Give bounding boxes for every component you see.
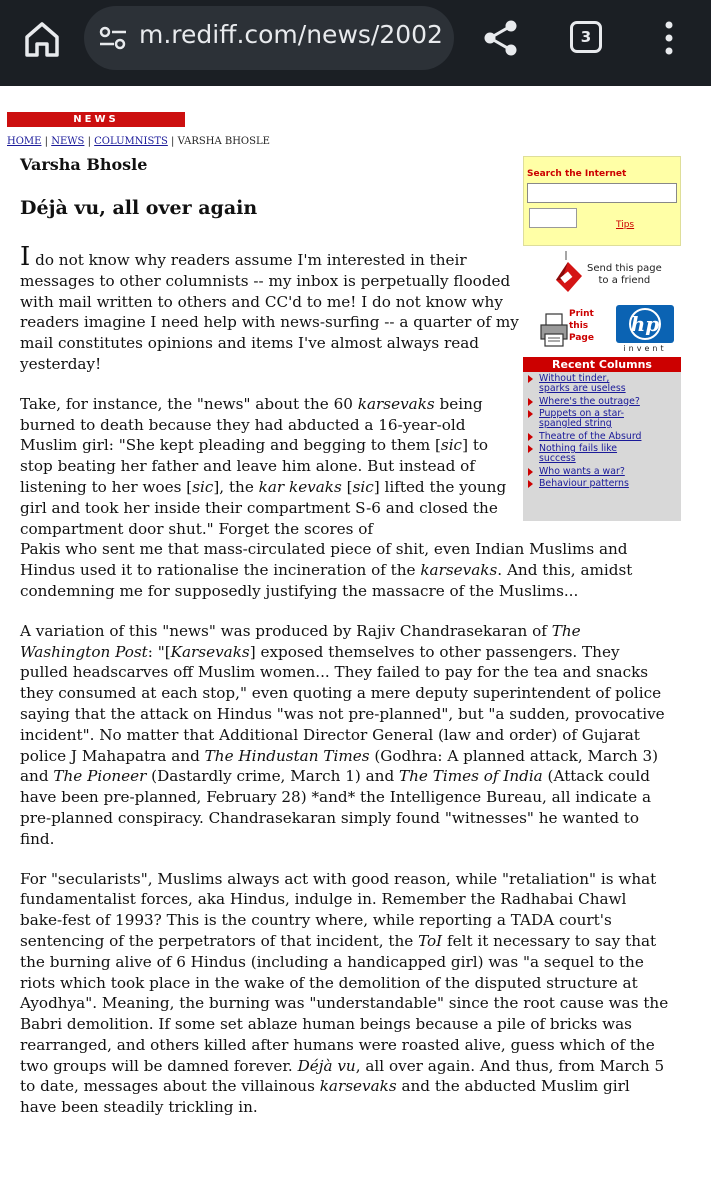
section-banner: NEWS xyxy=(7,112,185,127)
more-menu-icon[interactable] xyxy=(664,20,674,56)
list-item[interactable]: Theatre of the Absurd xyxy=(523,432,681,442)
recent-columns-title: Recent Columns xyxy=(523,357,681,372)
hp-logo-icon xyxy=(616,305,674,343)
printer-icon xyxy=(540,312,570,348)
search-go-image-placeholder[interactable] xyxy=(529,208,577,228)
arrow-right-icon xyxy=(528,410,533,418)
share-icon[interactable] xyxy=(482,18,520,58)
site-settings-icon[interactable] xyxy=(98,26,128,50)
print-page-link[interactable]: Print this Page xyxy=(540,306,600,350)
author-name: Varsha Bhosle xyxy=(20,155,148,174)
article-paragraph: Pakis who sent me that mass-circulated piece of shit, even Indian Muslims and Hindus used it to rationalise the incineration of the karsevaks. And this, amidst condemning me for supposedly justifying the massacre of the Muslims... xyxy=(20,540,633,600)
address-bar[interactable] xyxy=(84,6,454,70)
article-paragraph: For "secularists", Muslims always act with good reason, while "retaliation" is what fundamentalist forces, aka Hindus, indulge in. Remember the Radhabai Chawl bake-fest of 1993? This is the country where, while reporting a TADA court's sentencing of the perpetrators of that incident, the ToI felt it necessary to say that the burning alive of 6 Hindus (including a handicapped girl) was "a sequel to the riots which took place in the wake of the demolition of the disputed structure at Ayodhya". Meaning, the burning was "understandable" since the root cause was the Babri demolition. If some set ablaze human beings because a pile of bricks was rearranged, and others killed after humans were roasted alive, guess which of the two groups will be damned forever. Déjà vu, all over again. And thus, from March 5 to date, messages about the villainous karsevaks and the abducted Muslim girl have been steadily trickling in. xyxy=(20,869,669,1117)
url-text[interactable]: m.rediff.com/news/2002 xyxy=(139,20,443,49)
breadcrumb-columnists-link[interactable]: COLUMNISTS xyxy=(94,136,168,147)
tab-switcher-button[interactable]: 3 xyxy=(570,21,602,53)
list-item[interactable]: Who wants a war? xyxy=(523,467,681,477)
search-widget xyxy=(523,156,681,246)
article-paragraph: Take, for instance, the "news" about the 60 karsevaks being burned to death because they had abducted a 16-year-old Muslim girl: "She kept pleading and begging to them [sic] to stop beating her father and leave him alone. But instead of listening to her woes [sic], the kar kevaks [sic] lifted the young girl and took her inside their compartment S-6 and closed the compartment door shut." Forget the scores of xyxy=(20,394,507,538)
breadcrumb-home-link[interactable]: HOME xyxy=(7,136,42,147)
home-icon[interactable] xyxy=(22,19,62,59)
list-item[interactable]: Behaviour patterns xyxy=(523,479,681,489)
arrow-right-icon xyxy=(528,375,533,383)
arrow-right-icon xyxy=(528,480,533,488)
drop-cap: I xyxy=(20,242,31,272)
list-item[interactable]: Nothing fails like success xyxy=(523,444,681,464)
send-page-icon xyxy=(552,250,584,296)
hp-tagline: invent xyxy=(623,344,667,353)
send-to-friend-link[interactable]: Send this page to a friend xyxy=(552,250,682,300)
hp-brand-text: hp xyxy=(630,312,660,336)
search-input[interactable] xyxy=(527,183,677,203)
article-paragraph: I do not know why readers assume I'm interested in their messages to other columnists -- my inbox is perpetually flooded with mail written to others and CC'd to me! I do not know why readers imagine I need help with news-surfing -- a quarter of my mail constitutes opinions and items I've almost always read yesterday! xyxy=(20,242,519,373)
recent-columns-panel xyxy=(523,357,681,521)
search-label: Search the Internet xyxy=(527,169,627,179)
article-headline: Déjà vu, all over again xyxy=(20,197,258,219)
breadcrumb: HOME | NEWS | COLUMNISTS | VARSHA BHOSLE xyxy=(7,136,270,147)
list-item[interactable]: Where's the outrage? xyxy=(523,397,681,407)
arrow-right-icon xyxy=(528,433,533,441)
browser-toolbar xyxy=(0,0,711,86)
breadcrumb-current: VARSHA BHOSLE xyxy=(177,136,270,147)
recent-columns-list xyxy=(523,374,681,489)
list-item[interactable]: Puppets on a star- spangled string xyxy=(523,409,681,429)
arrow-right-icon xyxy=(528,398,533,406)
arrow-right-icon xyxy=(528,445,533,453)
list-item[interactable]: Without tinder, sparks are useless xyxy=(523,374,681,394)
breadcrumb-news-link[interactable]: NEWS xyxy=(51,136,85,147)
search-tips-link[interactable]: Tips xyxy=(616,220,635,230)
hp-advertisement[interactable] xyxy=(613,305,677,353)
arrow-right-icon xyxy=(528,468,533,476)
article-paragraph: A variation of this "news" was produced by Rajiv Chandrasekaran of The Washington Post: "[Karsevaks] exposed themselves to other passengers. They pulled headscarves off Muslim women... They failed to pay for the tea and snacks they consumed at each stop," even quoting a mere deputy superintendent of police saying that the attack on Hindus "was not pre-planned", but "a sudden, provocative incident". No matter that Additional Director General (law and order) of Gujarat police J Mahapatra and The Hindustan Times (Godhra: A planned attack, March 3) and The Pioneer (Dastardly crime, March 1) and The Times of India (Attack could have been pre-planned, February 28) *and* the Intelligence Bureau, all indicate a pre-planned conspiracy. Chandrasekaran simply found "witnesses" he wanted to find. xyxy=(20,621,665,848)
